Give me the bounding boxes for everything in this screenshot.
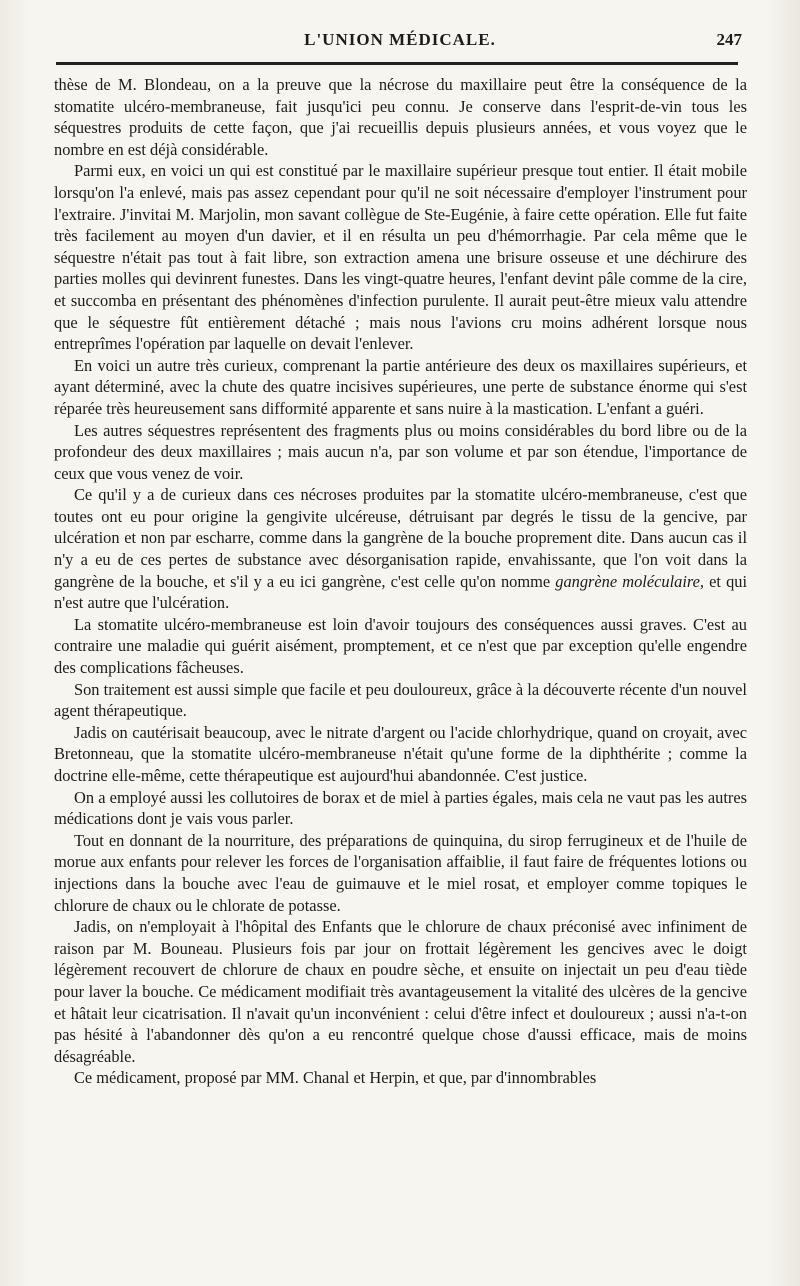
italic-term: gangrène moléculaire,	[555, 571, 705, 591]
paragraph-12: Ce médicament, proposé par MM. Chanal et Herpin, et que, par d'innombrables	[74, 1068, 597, 1088]
paragraph-1: thèse de M. Blondeau, on a la preuve que la nécrose du maxillaire peut être la conséquence de la stomatite ulcéro-membraneuse, fait jusqu'ici peu connu. Je conserve dans l'esprit-de-vin tous les séquestres produits de cette façon, que j'ai recueillis depuis plusieurs années, et vous voyez que le nombre en est déjà considérable.	[54, 75, 747, 159]
header-rule	[56, 62, 738, 65]
paragraph-7: Son traitement est aussi simple que facile et peu douloureux, grâce à la découverte récente d'un nouvel agent thérapeutique.	[54, 679, 747, 721]
paragraph-10: Tout en donnant de la nourriture, des préparations de quinquina, du sirop ferrugineux et de l'huile de morue aux enfants pour relever les forces de l'organisation affaiblie, il faut faire de fréquentes lotions ou injections dans la bouche avec l'eau de guimauve et le miel rosat, et employer comme topiques le chlorure de chaux ou le chlorate de potasse.	[54, 830, 747, 915]
paragraph-8: Jadis on cautérisait beaucoup, avec le nitrate d'argent ou l'acide chlorhydrique, quand on croyait, avec Bretonneau, que la stomatite ulcéro-membraneuse n'était qu'une forme de la diphthérite ; comme la doctrine elle-même, cette thérapeutique est aujourd'hui abandonnée. C'est justice.	[54, 722, 747, 785]
paragraph-6: La stomatite ulcéro-membraneuse est loin d'avoir toujours des conséquences aussi graves. C'est au contraire une maladie qui guérit aisément, promptement, et ce n'est que par exception qu'elle engendre des complications fâcheuses.	[54, 614, 747, 678]
page-header	[54, 28, 746, 58]
article-body	[54, 74, 747, 1089]
paragraph-5	[54, 484, 747, 614]
paragraph-4: Les autres séquestres représentent des fragments plus ou moins considérables du bord libre ou de la profondeur des deux maxillaires ; mais aucun n'a, par son volume et par son étendue, l'importance de ceux que vous venez de voir.	[54, 420, 747, 483]
paragraph-2: Parmi eux, en voici un qui est constitué par le maxillaire supérieur presque tout entier. Il était mobile lorsqu'on l'a enlevé, mais pas assez cependant pour qu'il ne soit nécessaire d'employer l'instrument pour l'extraire. J'invitai M. Marjolin, mon savant collègue de Ste-Eugénie, à faire cette opération. Elle fut faite très facilement au moyen d'un davier, et il en résulta un peu d'hémorrhagie. Par cela même que le séquestre n'était pas tout à fait libre, son extraction amena une brisure osseuse et une déchirure des parties molles qui devinrent funestes. Dans les vingt-quatre heures, l'enfant devint pâle comme de la cire, et succomba en présentant des phénomènes d'infection purulente. Il aurait peut-être mieux valu attendre que le séquestre fût entièrement détaché ; mais nous l'avions cru moins adhérent lorsque nous entreprîmes l'opération par laquelle on devait l'enlever.	[54, 161, 747, 354]
paragraph-5-tail: et qui n'est autre que l'ulcération.	[54, 571, 748, 613]
page-number: 247	[716, 30, 742, 49]
running-title: L'UNION MÉDICALE.	[304, 30, 496, 49]
paragraph-5-text: Ce qu'il y a de curieux dans ces nécroses produites par la stomatite ulcéro-membraneuse, c'est que toutes ont eu pour origine la gengivite ulcéreuse, détruisant par degrés le tissu de la gencive, par ulcération et non par escharre, comme dans la gangrène de la bouche proprement dite. Dans aucun cas il n'y a eu de ces pertes de substance avec désorganisation rapide, envahissante, que l'on voit dans la gangrène de la bouche, et s'il y a eu ici gangrène, c'est celle qu'on nomme	[54, 485, 747, 591]
paragraph-11: Jadis, on n'employait à l'hôpital des Enfants que le chlorure de chaux préconisé avec infiniment de raison par M. Bouneau. Plusieurs fois par jour on frottait légèrement les gencives avec le doigt légèrement recouvert de chlorure de chaux en poudre sèche, et ensuite on injectait un peu d'eau tiède pour laver la bouche. Ce médicament modifiait très avantageusement la vitalité des ulcères de la gencive et hâtait leur cicatrisation. Il n'avait qu'un inconvénient : celui d'être infect et douloureux ; aussi n'a-t-on pas hésité à l'abandonner dès qu'on a eu rencontré quelque chose d'aussi efficace, mais de moins désagréable.	[54, 917, 747, 1066]
paragraph-9: On a employé aussi les collutoires de borax et de miel à parties égales, mais cela ne vaut pas les autres médications dont je vais vous parler.	[54, 787, 747, 829]
paragraph-3: En voici un autre très curieux, comprenant la partie antérieure des deux os maxillaires supérieurs, et ayant déterminé, avec la chute des quatre incisives supérieures, une perte de substance énorme qui s'est réparée très heureusement sans difformité apparente et sans nuire à la mastication. L'enfant a guéri.	[54, 355, 747, 418]
